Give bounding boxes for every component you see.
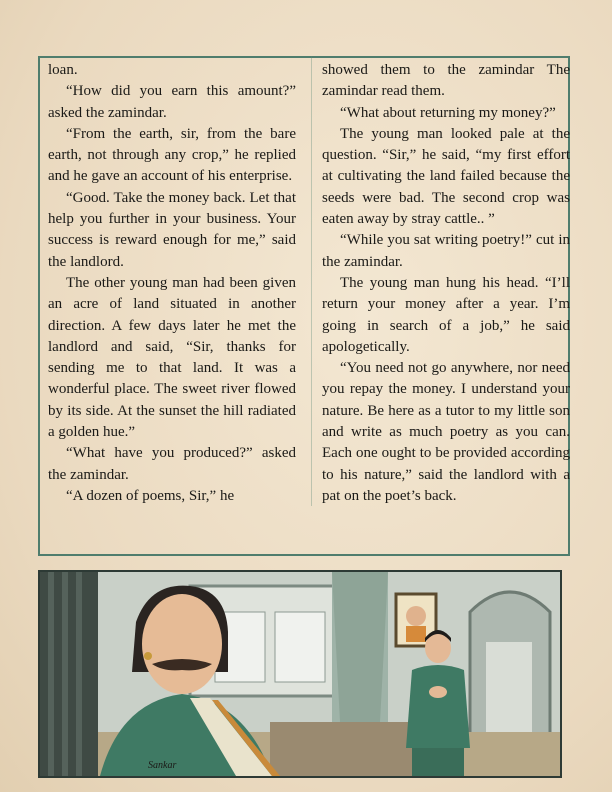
left-column-paragraph: loan. (48, 62, 78, 78)
story-illustration (38, 570, 562, 778)
left-column-paragraph: “A dozen of poems, Sir,” he (66, 487, 235, 504)
right-column-paragraph: The young man looked pale at the question. “Sir,” he said, “my first effort at cultivating the land failed because the seeds were bad. The second crop was eaten away by stray cattle.. ” (322, 125, 570, 228)
right-column-paragraph: “You need not go anywhere, nor need you repay the money. I understand your nature. Be here as a tutor to my little son and write as much poetry as you can. Each one ought to be provided according to his nature,” said the landlord with a pat on the poet’s back. (322, 360, 570, 504)
illustration-scene (40, 572, 560, 776)
column-divider (311, 56, 312, 506)
left-column-paragraph: “What have you produced?” asked the zamindar. (48, 445, 296, 483)
right-column-paragraph: The young man hung his head. “I’ll return your money after a year. I’m going in search of a job,” he said apologetically. (322, 274, 570, 355)
right-column (322, 60, 570, 507)
left-column-paragraph: “How did you earn this amount?” asked the zamindar. (48, 83, 296, 121)
left-column-paragraph: The other young man had been given an acre of land situated in another direction. A few days later he met the landlord and said, “Sir, thanks for sending me to that land. It was a wonderful place. The sweet river flowed by its side. At the sunset the hill radiated a golden hue.” (48, 274, 296, 441)
right-column-paragraph: “While you sat writing poetry!” cut in the zamindar. (322, 232, 570, 270)
artist-signature: Sankar (148, 760, 177, 771)
right-column-paragraph: “What about returning my money?” (340, 104, 556, 121)
left-column-paragraph: “Good. Take the money back. Let that help you further in your business. Your success is reward enough for me,” said the landlord. (48, 189, 296, 270)
left-column-paragraph: “From the earth, sir, from the bare earth, not through any crop,” he replied and he gave an account of his enterprise. (48, 125, 296, 185)
right-column-paragraph: showed them to the zamindar The zamindar read them. (322, 62, 570, 100)
left-column (48, 60, 296, 507)
